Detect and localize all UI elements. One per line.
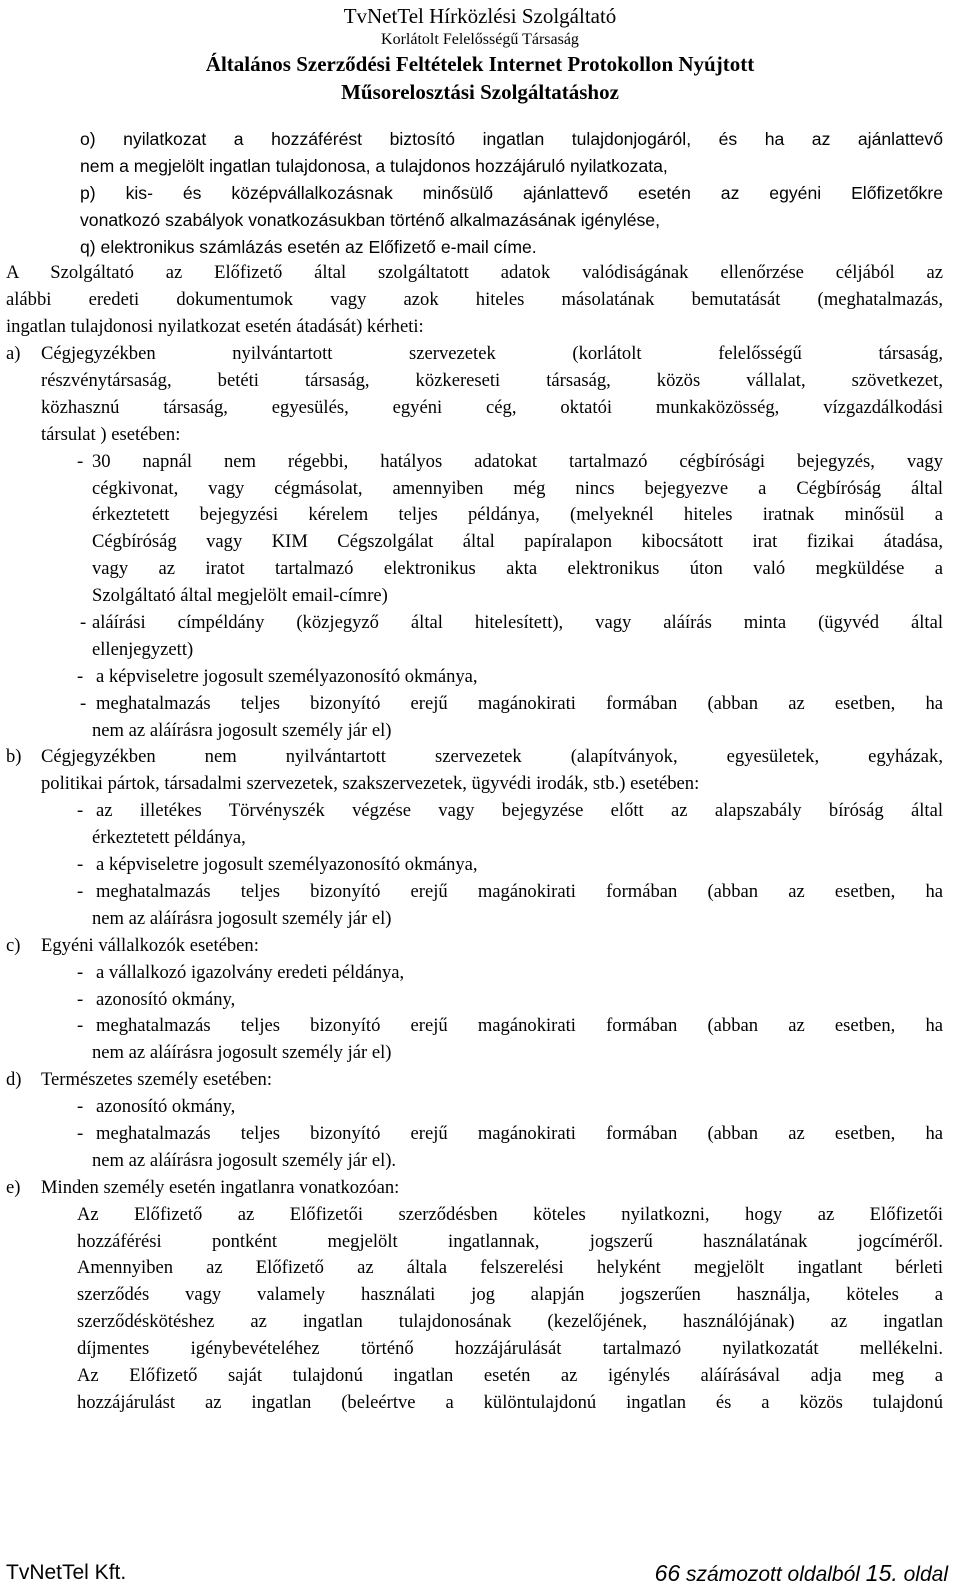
body-line: ingatlan tulajdonosi nyilatkozat esetén átadását) kérheti: xyxy=(6,316,424,338)
body-line: azonosító okmány, xyxy=(96,1096,236,1118)
body-line: meghatalmazás teljes bizonyító erejű magánokirati formában (abban az esetben, ha xyxy=(96,880,943,902)
dash-marker: - xyxy=(77,880,84,902)
body-line: A Szolgáltató az Előfizető által szolgáltatott adatok valódiságának ellenőrzése céljából az xyxy=(6,262,943,284)
body-line: p) kis- és középvállalkozásnak minősülő ajánlattevő esetén az egyéni Előfizetőkre xyxy=(80,182,943,203)
body-line: közhasznú társaság, egyesülés, egyéni cég, oktatói munkaközösség, vízgazdálkodási xyxy=(41,396,943,418)
footer-company: TvNetTel Kft. xyxy=(6,1561,127,1584)
body-line: Egyéni vállalkozók esetében: xyxy=(41,934,259,956)
body-line: cégkivonat, vagy cégmásolat, amennyiben még nincs bejegyezve a Cégbíróság által xyxy=(92,477,943,499)
body-line: politikai pártok, társadalmi szervezetek, szakszervezetek, ügyvédi irodák, stb.) esetében: xyxy=(41,773,700,795)
dash-marker: - xyxy=(77,800,84,822)
body-line: vonatkozó szabályok vonatkozásukban történő alkalmazásának igénylése, xyxy=(80,209,660,230)
body-line: ellenjegyzett) xyxy=(92,638,194,660)
body-line: hozzáférési pontként megjelölt ingatlannak, jogszerű használatának jogcíméről. xyxy=(77,1230,943,1252)
footer-page-total: 15. xyxy=(865,1560,898,1586)
body-line: nem a megjelölt ingatlan tulajdonosa, a tulajdonos hozzájáruló nyilatkozata, xyxy=(80,155,668,176)
body-line: Az Előfizető saját tulajdonú ingatlan esetén az igénylés aláírásával adja meg a xyxy=(77,1364,943,1386)
body-line: Természetes személy esetében: xyxy=(41,1069,273,1091)
list-marker-b: b) xyxy=(6,746,22,768)
body-line: nem az aláírásra jogosult személy jár el) xyxy=(92,907,392,929)
body-line: Cégjegyzékben nem nyilvántartott szervezetek (alapítványok, egyesületek, egyházak, xyxy=(41,746,943,768)
body-line: szerződéskötéshez az ingatlan tulajdonosának (kezelőjének, használójának) az ingatlan xyxy=(77,1311,943,1333)
footer-page-info xyxy=(655,1558,948,1590)
dash-marker: - xyxy=(77,961,84,983)
dash-marker: - xyxy=(77,1096,84,1118)
footer-page-suffix: oldal xyxy=(903,1563,948,1586)
dash-marker: - xyxy=(77,988,84,1010)
header-company-form: Korlátolt Felelősségű Társaság xyxy=(381,31,579,48)
body-line: Amennyiben az Előfizető az általa felszerelési helyként megjelölt ingatlant bérleti xyxy=(77,1257,943,1279)
body-line: o) nyilatkozat a hozzáférést biztosító ingatlan tulajdonjogáról, és ha az ajánlattevő xyxy=(80,129,943,149)
body-line: az illetékes Törvényszék végzése vagy bejegyzése előtt az alapszabály bíróság által xyxy=(96,800,943,822)
body-line: érkeztetett példánya, xyxy=(92,827,246,849)
body-line: nem az aláírásra jogosult személy jár el). xyxy=(92,1149,397,1171)
body-line: meghatalmazás teljes bizonyító erejű magánokirati formában (abban az esetben, ha xyxy=(96,1015,943,1037)
document-body xyxy=(0,126,960,1417)
body-line: nem az aláírásra jogosult személy jár el) xyxy=(92,719,392,741)
document-header xyxy=(0,2,960,106)
body-line: szerződés vagy valamely használati jog alapján jogszerűen használja, köteles a xyxy=(77,1284,943,1306)
body-line: Az Előfizető az Előfizetői szerződésben köteles nyilatkozni, hogy az Előfizetői xyxy=(77,1203,943,1225)
page-footer xyxy=(0,1558,960,1588)
dash-marker: - xyxy=(77,1015,84,1037)
header-title-line2: Műsorelosztási Szolgáltatáshoz xyxy=(341,80,619,104)
dash-marker: - xyxy=(77,1122,84,1144)
body-line: érkeztetett bejegyzési kérelem teljes példánya, (melyeknél hiteles iratnak minősül a xyxy=(92,504,943,526)
body-line: azonosító okmány, xyxy=(96,988,236,1010)
body-line: 30 napnál nem régebbi, hatályos adatokat tartalmazó cégbírósági bejegyzés, vagy xyxy=(92,450,943,472)
body-line: meghatalmazás teljes bizonyító erejű magánokirati formában (abban az esetben, ha xyxy=(96,692,943,714)
body-line: hozzájárulást az ingatlan (beleértve a különtulajdonú ingatlan és a közös tulajdonú xyxy=(77,1391,943,1413)
body-line: díjmentes igénybevételéhez történő hozzájárulását tartalmazó nyilatkozatát mellékelni. xyxy=(77,1338,943,1360)
dash-marker: - xyxy=(77,450,84,472)
footer-page-mid: számozott oldalból xyxy=(686,1563,860,1586)
body-line: a képviseletre jogosult személyazonosító okmánya, xyxy=(96,665,478,687)
body-line: Minden személy esetén ingatlanra vonatkozóan: xyxy=(41,1176,400,1198)
body-line: részvénytársaság, betéti társaság, közkereseti társaság, közös vállalat, szövetkezet, xyxy=(41,370,943,392)
body-line: aláírási címpéldány (közjegyző által hitelesített), vagy aláírás minta (ügyvéd által xyxy=(92,612,943,634)
list-marker-a: a) xyxy=(6,343,21,365)
body-line: q) elektronikus számlázás esetén az Előfizető e-mail címe. xyxy=(80,236,537,257)
footer-page-number: 66 xyxy=(654,1560,681,1586)
body-line: társulat ) esetében: xyxy=(41,423,181,445)
list-marker-e: e) xyxy=(6,1176,21,1198)
body-line: Cégbíróság vagy KIM Cégszolgálat által papíralapon kibocsátott irat fizikai átadása, xyxy=(92,531,943,553)
list-marker-d: d) xyxy=(6,1069,22,1091)
dash-marker: - xyxy=(80,692,87,714)
body-line: alábbi eredeti dokumentumok vagy azok hiteles másolatának bemutatását (meghatalmazás, xyxy=(6,289,943,311)
body-line: nem az aláírásra jogosult személy jár el) xyxy=(92,1042,392,1064)
body-line: Szolgáltató által megjelölt email-címre) xyxy=(92,585,388,607)
body-line: meghatalmazás teljes bizonyító erejű magánokirati formában (abban az esetben, ha xyxy=(96,1122,943,1144)
dash-marker: - xyxy=(80,612,87,634)
dash-marker: - xyxy=(77,665,84,687)
body-line: vagy az iratot tartalmazó elektronikus akta elektronikus úton való megküldése a xyxy=(92,558,943,580)
body-line: a vállalkozó igazolvány eredeti példánya, xyxy=(96,961,405,983)
body-line: Cégjegyzékben nyilvántartott szervezetek (korlátolt felelősségű társaság, xyxy=(41,343,943,365)
header-company: TvNetTel Hírközlési Szolgáltató xyxy=(343,4,617,28)
body-line: a képviseletre jogosult személyazonosító okmánya, xyxy=(96,854,478,876)
header-title-line1: Általános Szerződési Feltételek Internet Protokollon Nyújtott xyxy=(205,52,755,76)
list-marker-c: c) xyxy=(6,934,21,956)
dash-marker: - xyxy=(77,854,84,876)
